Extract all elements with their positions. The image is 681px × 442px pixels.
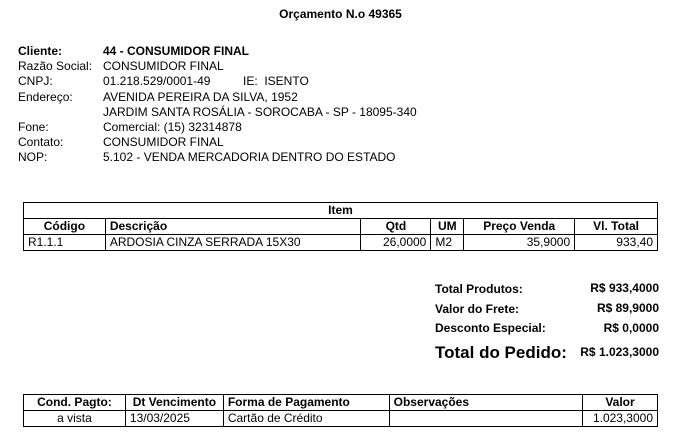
client-value: 44 - CONSUMIDOR FINAL (103, 44, 250, 58)
pay-forma: Cartão de Crédito (223, 411, 389, 427)
total-produtos-row (435, 280, 659, 300)
cnpj-value: 01.218.529/0001-49 (103, 74, 211, 89)
item-descricao: ARDOSIA CINZA SERRADA 15X30 (105, 235, 361, 251)
total-produtos-label: Total Produtos: (435, 282, 523, 296)
endereco-line2: JARDIM SANTA ROSÁLIA - SOROCABA - SP - 18095-340 (103, 104, 417, 119)
ie-field (243, 74, 309, 89)
header-valor: Valor (583, 395, 658, 411)
items-header-row (24, 219, 658, 235)
items-table (23, 202, 658, 251)
document-title: Orçamento N.o 49365 (279, 7, 402, 21)
table-row (24, 411, 658, 427)
razao-label: Razão Social: (18, 59, 93, 74)
contato-value: CONSUMIDOR FINAL (103, 135, 224, 150)
fone-value: Comercial: (15) 32314878 (103, 119, 242, 134)
totals-block (435, 280, 659, 364)
items-section-title: Item (24, 203, 658, 219)
payment-header-row (24, 395, 658, 411)
header-um: UM (431, 219, 464, 235)
razao-value: CONSUMIDOR FINAL (103, 59, 224, 74)
desconto-value: R$ 0,0000 (603, 321, 659, 335)
desconto-label: Desconto Especial: (435, 321, 546, 335)
header-cond-pagto: Cond. Pagto: (24, 395, 126, 411)
header-codigo: Código (24, 219, 106, 235)
frete-value: R$ 89,9000 (596, 301, 659, 315)
desconto-row (435, 320, 659, 340)
header-total: Vl. Total (575, 219, 658, 235)
ie-value: ISENTO (264, 74, 309, 89)
cnpj-label: CNPJ: (18, 74, 53, 89)
table-row (24, 235, 658, 251)
pay-cond: a vista (24, 411, 126, 427)
header-forma-pagamento: Forma de Pagamento (223, 395, 389, 411)
frete-label: Valor do Frete: (435, 302, 520, 316)
nop-label: NOP: (18, 150, 48, 165)
header-descricao: Descrição (105, 219, 361, 235)
total-pedido-value: R$ 1.023,3000 (580, 345, 659, 359)
header-qtd: Qtd (361, 219, 431, 235)
endereco-line1: AVENIDA PEREIRA DA SILVA, 1952 (103, 89, 298, 104)
header-observacoes: Observações (389, 395, 582, 411)
fone-label: Fone: (18, 119, 49, 134)
pay-valor: 1.023,3000 (583, 411, 658, 427)
payment-table (23, 394, 658, 427)
header-dt-vencimento: Dt Vencimento (125, 395, 223, 411)
item-um: M2 (431, 235, 464, 251)
contato-label: Contato: (18, 135, 64, 150)
item-codigo: R1.1.1 (24, 235, 106, 251)
nop-value: 5.102 - VENDA MERCADORIA DENTRO DO ESTADO (103, 150, 396, 165)
endereco-label: Endereço: (18, 89, 73, 104)
frete-row (435, 300, 659, 320)
item-total: 933,40 (575, 235, 658, 251)
items-title-row (24, 203, 658, 219)
pay-observacoes (389, 411, 582, 427)
client-label: Cliente: (18, 44, 63, 58)
total-pedido-label: Total do Pedido: (435, 343, 567, 362)
total-pedido-row (435, 340, 659, 364)
total-produtos-value: R$ 933,4000 (590, 281, 659, 295)
ie-label: IE: (243, 74, 258, 89)
pay-vencimento: 13/03/2025 (125, 411, 223, 427)
header-preco: Preço Venda (464, 219, 575, 235)
item-qtd: 26,0000 (361, 235, 431, 251)
item-preco: 35,9000 (464, 235, 575, 251)
